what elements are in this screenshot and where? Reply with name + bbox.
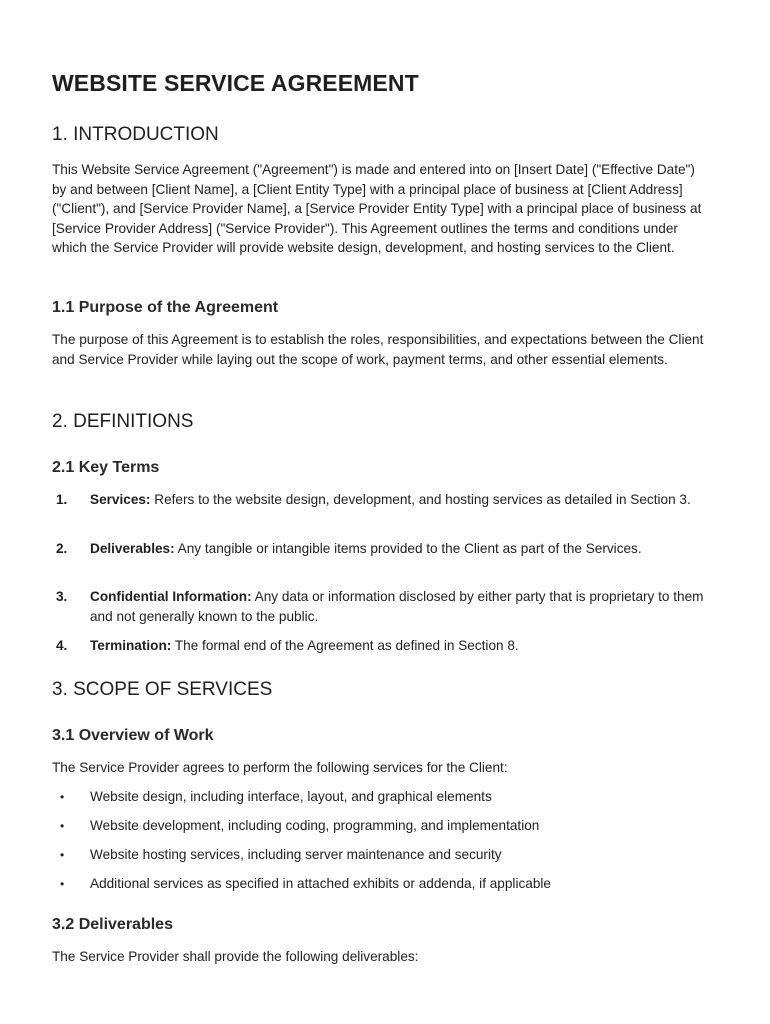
list-item-text: Website development, including coding, programming, and implementation [90,818,540,833]
definition-text: Any tangible or intangible items provided to the Client as part of the Services. [177,541,642,556]
bullet-icon: • [60,877,65,891]
subsection-heading-purpose: 1.1 Purpose of the Agreement [52,299,279,316]
list-number: 2. [56,541,68,556]
subsection-heading-overview: 3.1 Overview of Work [52,727,214,744]
subsection-heading-key-terms: 2.1 Key Terms [52,459,160,476]
definition-text: Any data or information disclosed by either party that is proprietary to them and not generally known to the public. [90,589,704,624]
list-item [52,874,712,894]
definition-term: Deliverables: [90,541,175,556]
definition-item [52,539,712,559]
list-item [52,787,712,807]
list-number: 3. [56,589,68,604]
list-item [52,816,712,836]
definition-text: Refers to the website design, development, and hosting services as detailed in Section 3. [154,492,691,507]
section-heading-introduction: 1. INTRODUCTION [52,124,219,145]
overview-paragraph: The Service Provider agrees to perform the following services for the Client: [52,760,508,775]
deliverables-paragraph: The Service Provider shall provide the following deliverables: [52,949,419,964]
definition-item [52,636,712,656]
bullet-icon: • [60,790,65,804]
section-heading-scope: 3. SCOPE OF SERVICES [52,679,273,700]
definition-item [52,587,712,626]
bullet-icon: • [60,819,65,833]
purpose-paragraph: The purpose of this Agreement is to establish the roles, responsibilities, and expectations between the Client and Service Provider while laying out the scope of work, payment terms, and other essential elements. [52,332,704,367]
list-item-text: Website design, including interface, layout, and graphical elements [90,789,492,804]
introduction-paragraph: This Website Service Agreement ("Agreement") is made and entered into on [Insert Date] ("Effective Date") by and between [Client Name], a [Client Entity Type] with a principal place of business at [Client Address] ("Client"), and [Service Provider Name], a [Service Provider Entity Type] with a principal place of business at [Service Provider Address] ("Service Provider"). This Agreement outlines the terms and conditions under which the Service Provider will provide website design, development, and hosting services to the Client. [52,162,702,256]
list-number: 4. [56,638,68,653]
document-title: WEBSITE SERVICE AGREEMENT [52,70,419,96]
list-number: 1. [56,492,68,507]
definition-term: Confidential Information: [90,589,252,604]
definition-text: The formal end of the Agreement as defined in Section 8. [174,638,519,653]
definition-item [52,490,712,510]
list-item-text: Additional services as specified in attached exhibits or addenda, if applicable [90,876,551,891]
definition-term: Services: [90,492,151,507]
list-item-text: Website hosting services, including server maintenance and security [90,847,502,862]
list-item [52,845,712,865]
subsection-heading-deliverables: 3.2 Deliverables [52,916,173,933]
section-heading-definitions: 2. DEFINITIONS [52,411,194,432]
bullet-icon: • [60,848,65,862]
definition-term: Termination: [90,638,172,653]
